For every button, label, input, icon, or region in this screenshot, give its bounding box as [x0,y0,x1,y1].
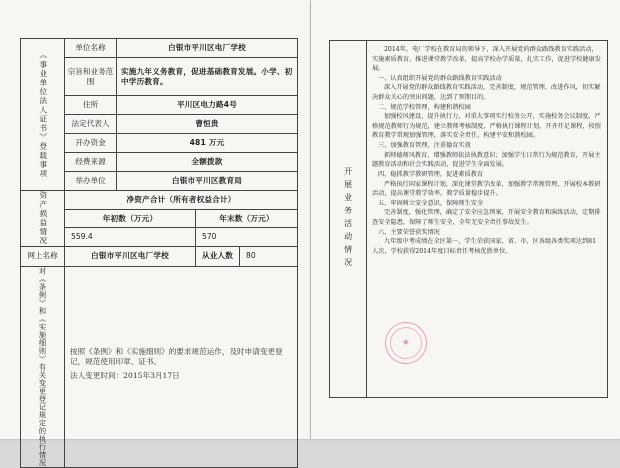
row-value-address: 平川区电力路4号 [117,96,298,115]
activity-paragraph: 抓师德师风教育，增强教师依法执教意识；加强学生日常行为规范教育，开展主题教育活动和社会实践活动，促进学生全面发展。 [372,151,601,169]
activity-paragraph: 深入开展党的群众路线教育实践活动，完善制度，规范管理，改进作风，切实解决群众关心的突出问题，达到了预期目的。 [372,84,601,102]
section-assets-label: 资产损益情况 [38,191,48,246]
row-value-funds: 481 万元 [117,134,298,153]
compliance-text-2: 法人变更时间：2015年3月17日 [70,371,180,381]
row-label-name: 单位名称 [65,39,117,58]
activity-paragraph: 2014年，电厂学校在教育局的领导下，深入开展党的群众路线教育实践活动，实施素质教育，推进课堂教学改革，提高学校办学质量，扎实工作，促进学校健康发展。 [372,46,601,73]
activities-table [329,40,608,398]
activity-heading: 四、稳抓教学教研管理，促进素质教育 [378,170,484,178]
activities-label: 开展业务活动情况 [343,167,353,271]
registration-table [20,38,298,468]
activity-paragraph: 九年级中考成绩在全区第一，学生荣获国家、省、市、区各级各类奖项达到81人次，学校获得2014年度目标责任考核优胜单位。 [372,238,597,255]
row-label-purpose: 宗旨和业务范围 [65,58,117,96]
row-value-name: 白银市平川区电厂学校 [117,39,298,58]
row-value-source: 全额拨款 [117,153,298,172]
section-web-label: 网上名称 [21,246,65,266]
row-value-sponsor: 白银市平川区教育局 [117,172,298,191]
assets-header: 净资产合计（所有者权益合计） [65,191,298,210]
staff-value: 80 [240,246,298,266]
section-registration-label: 《事业单位法人证书》登载事项 [38,50,48,179]
activity-heading: 三、加强教育管理，注重德育实效 [378,142,471,150]
section-compliance [21,266,65,467]
staff-label: 从业人数 [196,246,240,266]
section-assets [21,191,65,247]
activity-paragraph: 完善制度，强化管理，确定了安全应急预案，开展安全教育和演练活动，定期排查安全隐患，保障了师生安全，全年无安全责任事故发生。 [372,209,601,226]
assets-end-value: 570 [196,228,298,246]
activity-heading: 六、主要荣誉获奖情况 [378,228,440,236]
activity-heading: 一、认真组织开展党的群众路线教育实践活动 [378,74,502,82]
row-label-address: 住所 [65,96,117,115]
activities-label-cell [330,41,367,397]
row-value-purpose: 实施九年义务教育，促进基础教育发展。小学、初中学历教育。 [117,58,298,96]
seal-star-icon: ★ [387,324,425,362]
assets-col-start: 年初数（万元） [65,210,196,228]
activity-heading: 二、规范学校管理，构建和谐校园 [378,103,471,111]
assets-start-value: 559.4 [65,228,196,246]
web-name: 白银市平川区电厂学校 [65,246,196,266]
row-label-sponsor: 举办单位 [65,172,117,191]
activity-paragraph: 严格执行国家课程计划，深化课堂教学改革，加强教学常规管理，开展校本教研活动，提高课堂教学效率，教学质量稳步提升。 [372,180,601,198]
section-compliance-label: 对《条例》和《实施细则》有关变更登记规定的执行情况 [38,266,48,467]
activity-paragraph: 加强校风建设，提升执行力，对重大事项实行校务公开，实施校务会议制度，严格规范教师行为规范，建立教师考核制度，严格执行课程计划，开齐开足课程，按照教育教学常规加强管理，落实安全责任，构建平安和谐校园。 [372,113,601,140]
left-page [0,0,310,467]
assets-col-end: 年末数（万元） [196,210,298,228]
row-label-representative: 法定代表人 [65,115,117,134]
compliance-text-1: 按照《条例》和《实施细则》的要求规范运作，及时申请变更登记，规范使用印章、证书。 [70,347,283,366]
activity-heading: 五、牢固树立安全意识，保障师生安全 [378,199,484,207]
row-label-source: 经费来源 [65,153,117,172]
row-label-funds: 开办资金 [65,134,117,153]
right-page [311,0,620,439]
compliance-content [65,266,298,467]
row-value-representative: 曹恒贵 [117,115,298,134]
section-registration [21,39,65,191]
